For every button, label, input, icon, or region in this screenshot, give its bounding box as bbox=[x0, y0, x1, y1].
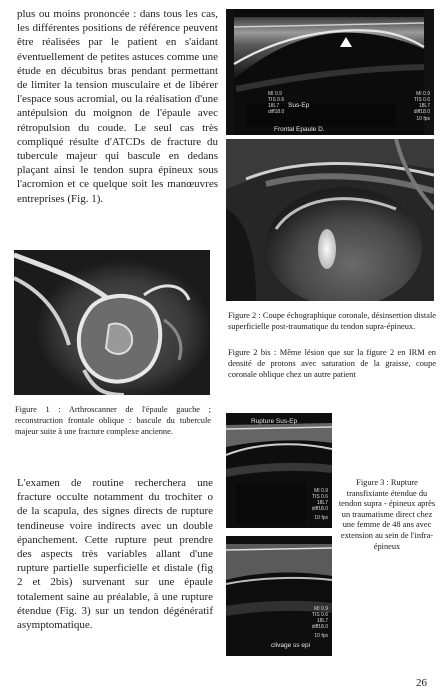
us-fig2-side-info-left: MI 0.9 TIS 0.6 18L7 diff18.0 bbox=[268, 91, 285, 115]
figure1-caption: Figure 1 : Arthroscanner de l'épaule gauche ; reconstruction frontale oblique : bascule du tubercule majeur suite à une fracture complexe ancienne. bbox=[15, 405, 211, 436]
figure2-ultrasound-image bbox=[226, 9, 434, 135]
figure3-ultrasound-image-bottom bbox=[226, 536, 332, 656]
figure2bis-caption: Figure 2 bis : Même lésion que sur la figure 2 en IRM en densité de protons avec saturation de la graisse, coupe coronale oblique chez un autre patient bbox=[228, 348, 436, 379]
us-fig3a-fps: 10 fps bbox=[314, 515, 328, 521]
us-fig2-side-info: MI 0.9 TIS 0.6 18L7 diff18.0 bbox=[413, 91, 430, 115]
us-fig3b-fps: 10 fps bbox=[314, 633, 328, 639]
figure3-ultrasound-image-top bbox=[226, 413, 332, 528]
bottom-left-text: L'examen de routine recherchera une fracture occulte notamment du trochiter o de la scapula, des signes directs de rupture tendineuse voire indirects avec un double épanchement. Cette rupture peut prendre des aspects très variables allant d'une rupture partielle superficielle et distale (fig 2 et 2bis) survenant sur une épaule totalement saine au préalable, à une rupture étendue (Fig. 3) sur un tendon dégénératif asymptomatique. bbox=[17, 477, 213, 632]
figure2bis-mri-image bbox=[226, 139, 434, 301]
us-fig3a-side-info: MI 0.9 TIS 0.6 18L7 diff18.0 bbox=[311, 488, 328, 512]
us-fig2-label-center: Sus-Ep bbox=[288, 102, 310, 109]
figure2-caption: Figure 2 : Coupe échographique coronale, désinsertion distale superficielle post-traumatique du tendon supra-épineux. bbox=[228, 311, 436, 331]
page-number: 26 bbox=[416, 677, 427, 689]
left-column-text: plus ou moins prononcée : dans tous les cas, les différentes positions de référence peuvent être réalisées par le patient en s'aidant éventuellement de petites astuces comme une étude en décubitus bras pendant permettant de limiter la tension musculaire et de libérer l'espace sous acromial, ou la réalisation d'une antépulsion du moignon de l'épaule avec rétropulsion du coude. Le seul cas très compliqué résulte d'ATCDs de fracture du tubercule majeur qui bascule en dedans plaçant ainsi le tendon supra épineux sous l'acromion et ce quelque soit les manœuvres entreprises (Fig. 1). bbox=[17, 8, 218, 205]
us-fig2-label-bottom: Frontal Epaule D. bbox=[274, 126, 325, 133]
us-fig2-fps: 10 fps bbox=[416, 116, 430, 122]
us-fig3b-label-bottom: clivage ss epi bbox=[271, 642, 311, 649]
us-fig3b-side-info: MI 0.9 TIS 0.6 18L7 diff18.0 bbox=[311, 606, 328, 630]
us-fig3a-label-top: Rupture Sus-Ep bbox=[251, 418, 298, 425]
figure3-caption: Figure 3 : Rupture transfixiante étendue du tendon supra - épineux après un traumatisme direct chez une femme de 48 ans avec extension au sein de l'infra-épineux bbox=[338, 478, 436, 551]
figure1-arthroscanner-image bbox=[14, 250, 210, 395]
